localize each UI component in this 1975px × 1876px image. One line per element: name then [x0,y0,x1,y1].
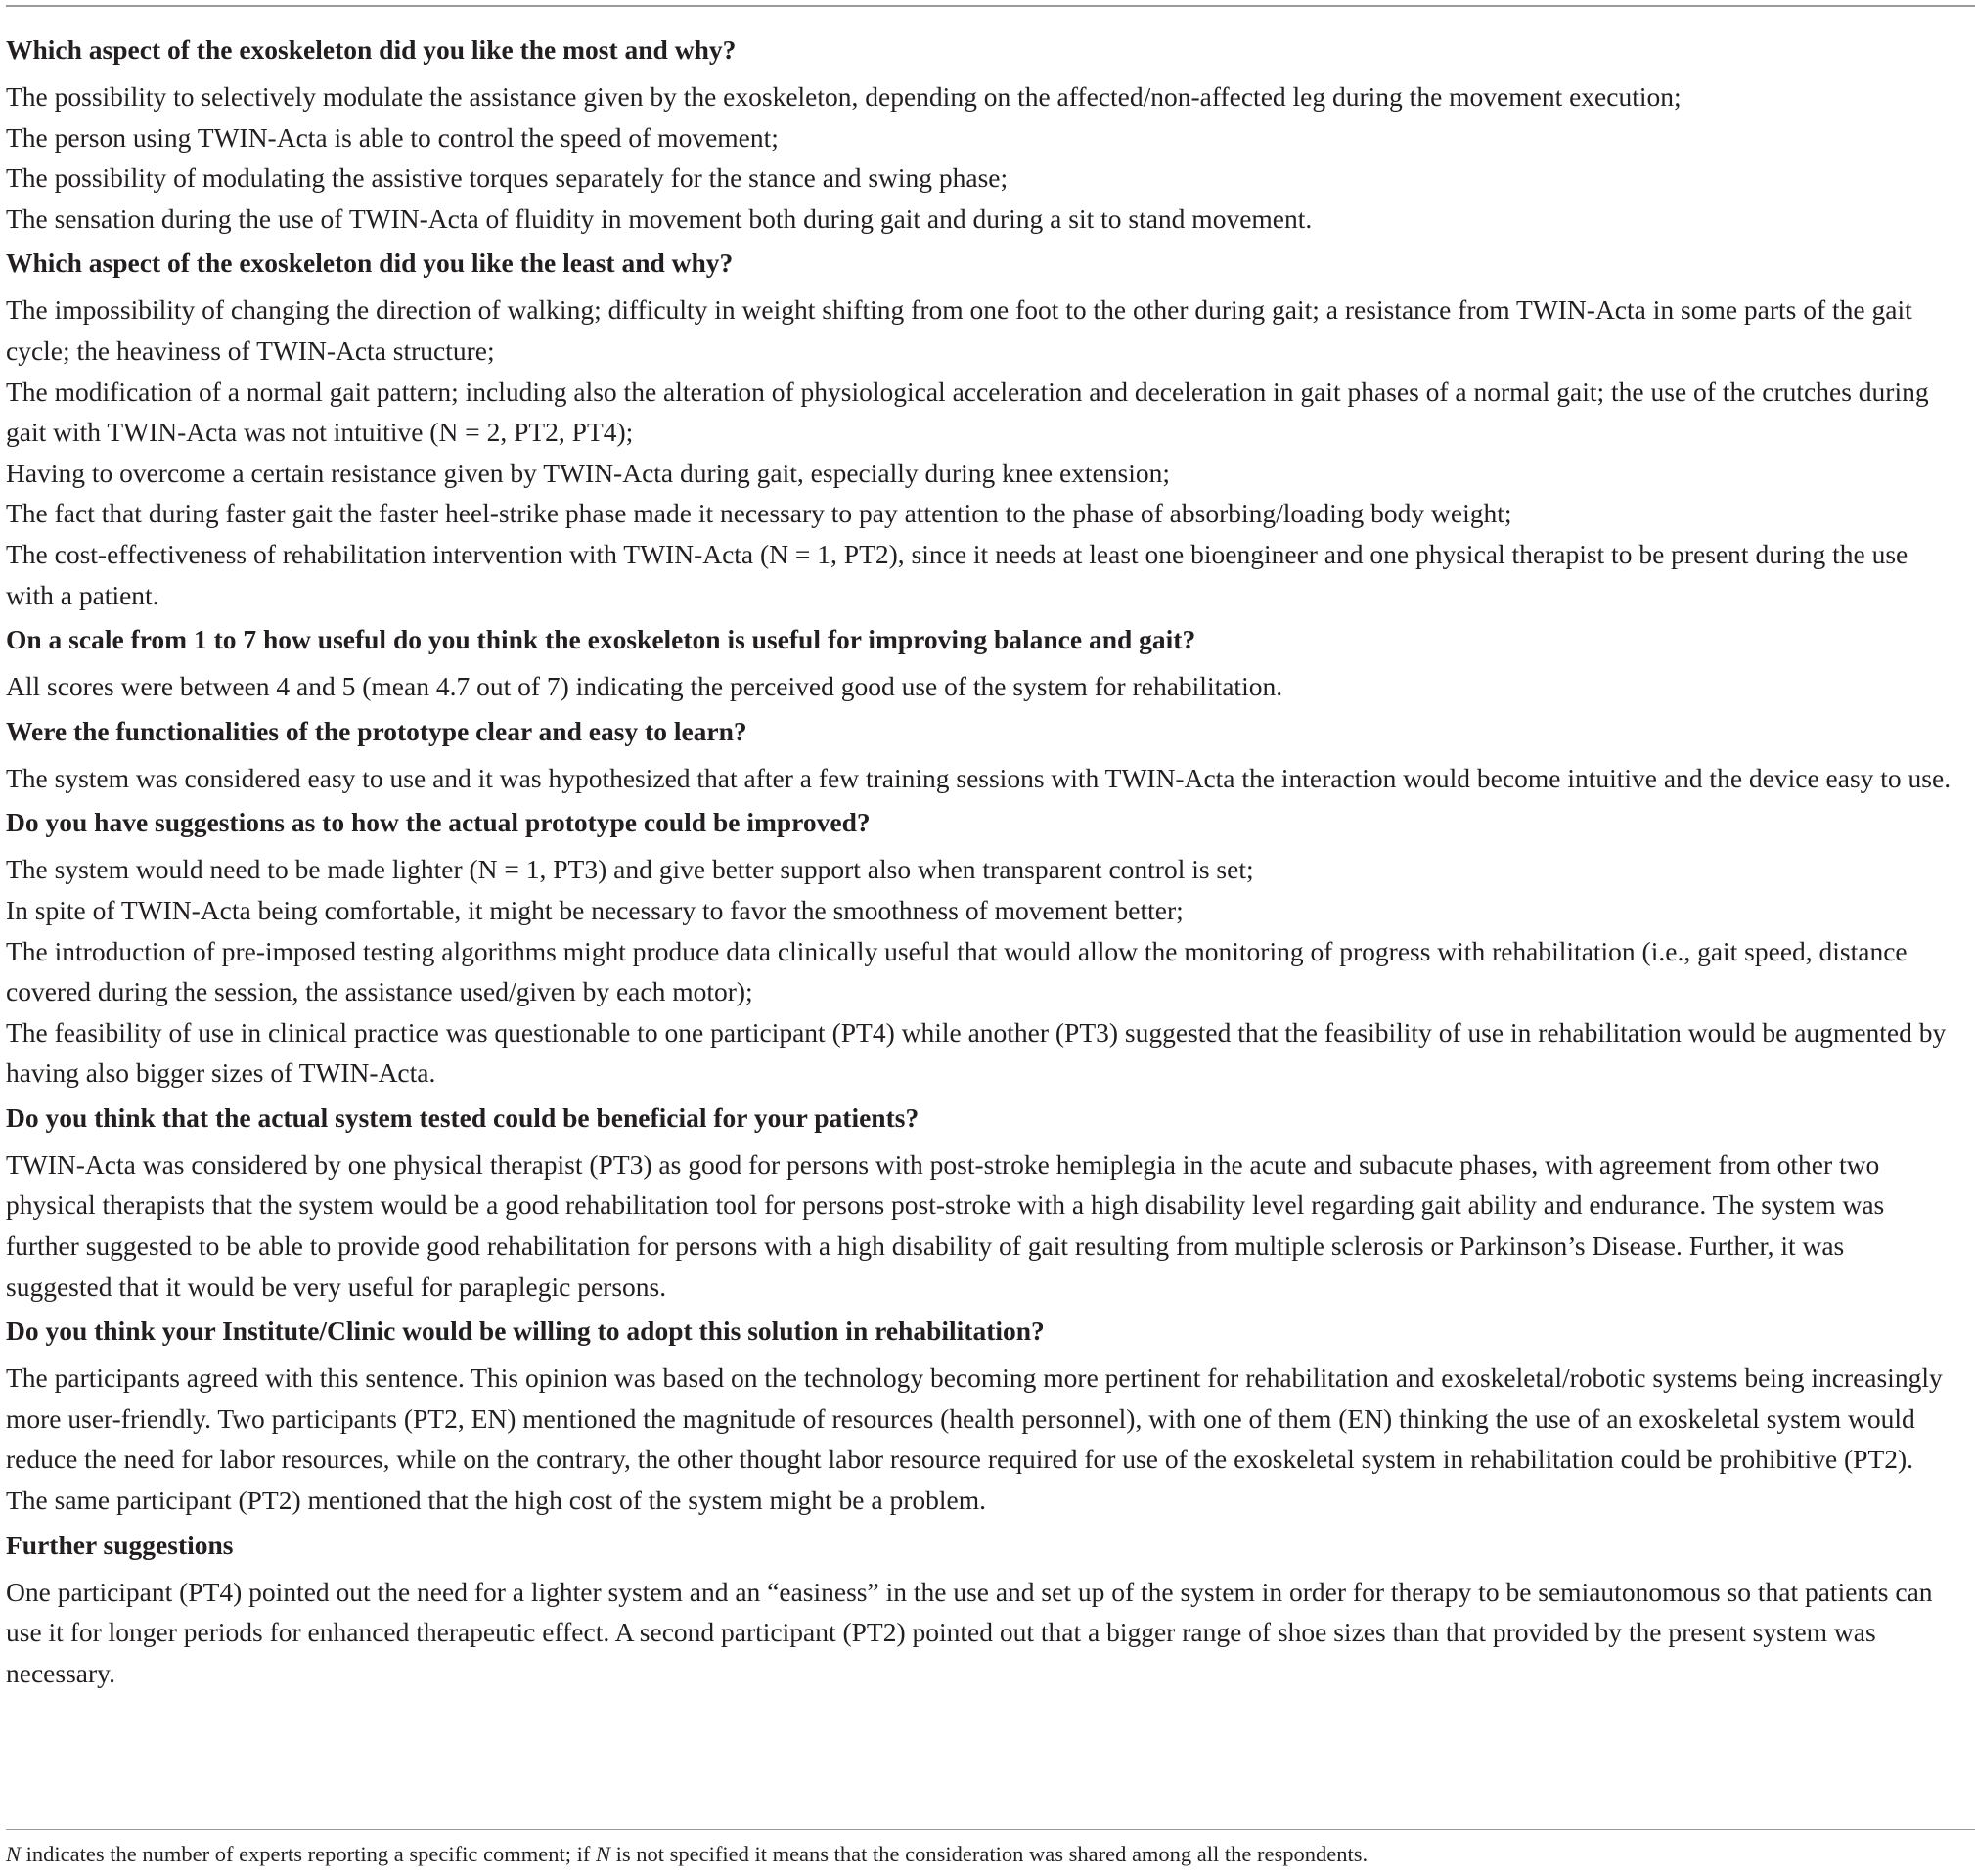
question-heading: Do you think your Institute/Clinic would be willing to adopt this solution in rehabilitation? [6,1316,1045,1347]
footnote-n-symbol: N [6,1842,22,1866]
answer-line: The introduction of pre-imposed testing algorithms might produce data clinically useful that would allow the monitoring of progress with rehabilitation (i.e., gait speed, distance covered during the session, the assistance used/given by each motor); [6,935,1908,1007]
qa-section [6,245,1953,615]
answer-line: The person using TWIN-Acta is able to control the speed of movement; [6,121,779,153]
answer-line: The possibility to selectively modulate the assistance given by the exoskeleton, depending on the affected/non-affected leg during the movement execution; [6,81,1682,112]
question-heading: Which aspect of the exoskeleton did you like the least and why? [6,247,734,279]
question-heading: Further suggestions [6,1529,234,1560]
answer-block [6,666,1953,707]
qa-section [6,31,1953,239]
answer-block [6,1144,1953,1307]
answer-line: TWIN-Acta was considered by one physical therapist (PT3) as good for persons with post-stroke hemiplegia in the acute and subacute phases, with agreement from other two physical therapists that the system would be a good rehabilitation tool for persons post-stroke with a high disability level regarding gait ability and endurance. The system was further suggested to be able to provide good rehabilitation for persons with a high disability of gait resulting from multiple sclerosis or Parkinson’s Disease. Further, it was suggested that it would be very useful for paraplegic persons. [6,1148,1885,1302]
answer-line: The system would need to be made lighter (N = 1, PT3) and give better support also when transparent control is set; [6,854,1254,885]
question-heading: On a scale from 1 to 7 how useful do you think the exoskeleton is useful for improving balance and gait? [6,624,1196,655]
answer-line: The system was considered easy to use and it was hypothesized that after a few training sessions with TWIN-Acta the interaction would become intuitive and the device easy to use. [6,762,1952,793]
answer-block [6,76,1953,239]
answer-line: One participant (PT4) pointed out the need for a lighter system and an “easiness” in the use and set up of the system in order for therapy to be semiautonomous so that patients can use it for longer periods for enhanced therapeutic effect. A second participant (PT2) pointed out that a bigger range of shoe sizes than that provided by the present system was necessary. [6,1576,1933,1688]
qa-section [6,621,1953,707]
table-top-rule [6,5,1975,7]
qa-section [6,713,1953,799]
answer-line: Having to overcome a certain resistance given by TWIN-Acta during gait, especially during knee extension; [6,457,1170,488]
footnote-text: indicates the number of experts reporting a specific comment; if [21,1842,596,1866]
question-heading: Which aspect of the exoskeleton did you like the most and why? [6,34,737,65]
answer-line: The cost-effectiveness of rehabilitation intervention with TWIN-Acta (N = 1, PT2), since it needs at least one bioengineer and one physical therapist to be present during the use with a patient. [6,538,1908,610]
answer-block [6,758,1953,799]
answer-line: In spite of TWIN-Acta being comfortable, it might be necessary to favor the smoothness of movement better; [6,894,1184,925]
question-heading: Do you have suggestions as to how the actual prototype could be improved? [6,807,871,838]
answer-block [6,1572,1953,1694]
answer-line: The impossibility of changing the direction of walking; difficulty in weight shifting from one foot to the other during gait; a resistance from TWIN-Acta in some parts of the gait cycle; the heaviness of TWIN-Acta structure; [6,294,1912,366]
answer-line: The possibility of modulating the assistive torques separately for the stance and swing phase; [6,162,1009,194]
answer-line: The participants agreed with this sentence. This opinion was based on the technology becoming more pertinent for rehabilitation and exoskeletal/robotic systems being increasingly more user-friendly. Two participants (PT2, EN) mentioned the magnitude of resources (health personnel), with one of them (EN) thinking the use of an exoskeletal system would reduce the need for labor resources, while on the contrary, the other thought labor resource required for use of the exoskeletal system in rehabilitation could be prohibitive (PT2). The same participant (PT2) mentioned that the high cost of the system might be a problem. [6,1362,1943,1516]
footnote-text: is not specified it means that the consideration was shared among all the respondents. [609,1842,1369,1866]
table-footnote [6,1840,1953,1869]
answer-block [6,849,1953,1094]
answer-line: The feasibility of use in clinical practice was questionable to one participant (PT4) while another (PT3) suggested that the feasibility of use in rehabilitation would be augmented by having also bigger sizes of TWIN-Acta. [6,1016,1947,1089]
qa-section [6,804,1953,1094]
answer-line: The fact that during faster gait the faster heel-strike phase made it necessary to pay attention to the phase of absorbing/loading body weight; [6,498,1512,529]
qa-section [6,1099,1953,1307]
qa-table-body [6,27,1953,1699]
question-heading: Do you think that the actual system tested could be beneficial for your patients? [6,1101,920,1133]
answer-line: All scores were between 4 and 5 (mean 4.7 out of 7) indicating the perceived good use of the system for rehabilitation. [6,671,1283,702]
answer-block [6,1358,1953,1520]
answer-block [6,290,1953,615]
question-heading: Were the functionalities of the prototype clear and easy to learn? [6,715,747,746]
answer-line: The sensation during the use of TWIN-Acta of fluidity in movement both during gait and during a sit to stand movement. [6,202,1313,234]
qa-section [6,1313,1953,1520]
table-bottom-rule [6,1829,1975,1830]
qa-section [6,1527,1953,1694]
footnote-n-symbol: N [595,1842,610,1866]
answer-line: The modification of a normal gait pattern; including also the alteration of physiological acceleration and deceleration in gait phases of a normal gait; the use of the crutches during gait with TWIN-Acta was not intuitive (N = 2, PT2, PT4); [6,376,1929,448]
